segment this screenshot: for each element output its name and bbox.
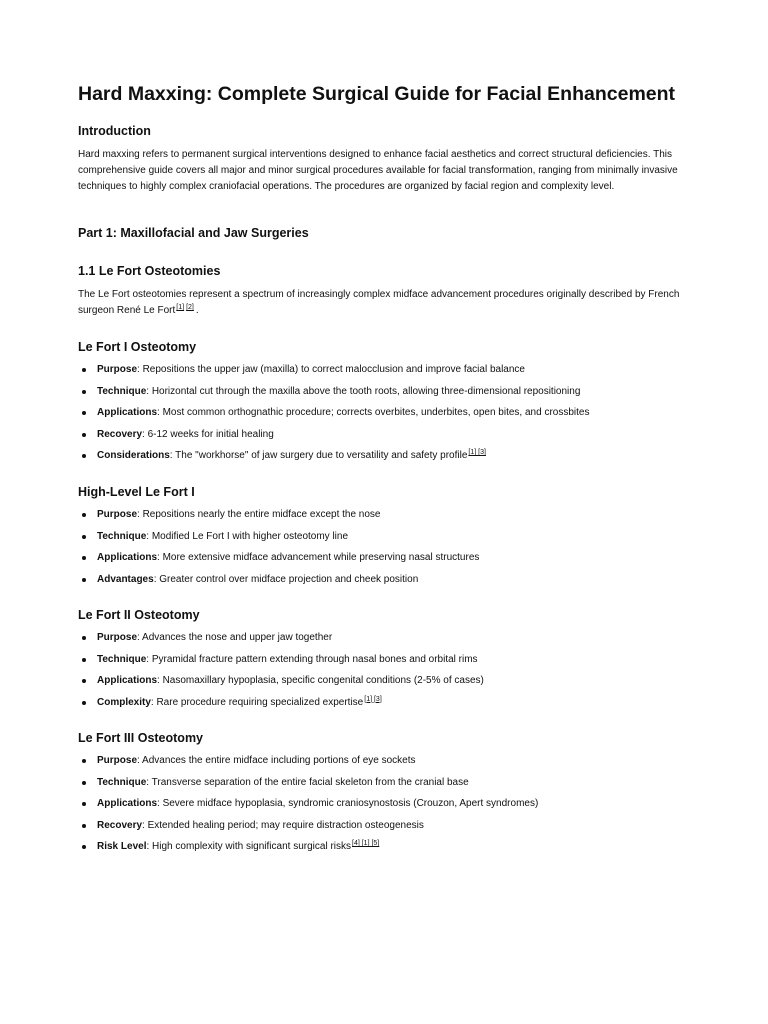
item-text: : Most common orthognathic procedure; corrects overbites, underbites, open bites, and crossbites (157, 407, 590, 418)
section-1-1-citations (176, 304, 196, 311)
lefort2-list (78, 631, 484, 717)
list-item (78, 428, 589, 450)
list-item (78, 508, 479, 530)
item-text: : High complexity with significant surgical risks (146, 841, 351, 852)
item-label: Applications (97, 552, 158, 563)
item-text: : Repositions the upper jaw (maxilla) to correct malocclusion and improve facial balance (137, 364, 525, 375)
citation-link[interactable]: [1] [3] (468, 449, 486, 456)
item-text: : Modified Le Fort I with higher osteotomy line (146, 530, 349, 542)
item-label: Purpose (97, 364, 138, 375)
item-label: Advantages (97, 573, 154, 585)
item-text: : Nasomaxillary hypoplasia, specific congenital conditions (2-5% of cases) (157, 675, 484, 686)
item-text: : Advances the nose and upper jaw together (137, 632, 333, 643)
item-label: Applications (97, 798, 158, 809)
list-item (78, 754, 538, 776)
list-item (78, 573, 479, 595)
list-item (78, 797, 538, 819)
item-text: : More extensive midface advancement while preserving nasal structures (157, 552, 480, 563)
item-label: Risk Level (97, 841, 147, 852)
part1-heading: Part 1: Maxillofacial and Jaw Surgeries (78, 226, 309, 240)
list-item (78, 385, 589, 407)
list-item (78, 530, 479, 552)
intro-heading: Introduction (78, 124, 151, 138)
item-label: Applications (97, 675, 158, 686)
section-1-1-end: . (195, 305, 199, 316)
list-item (78, 406, 589, 428)
lefort1-heading: Le Fort I Osteotomy (78, 340, 197, 354)
section-1-1-paragraph (78, 287, 688, 319)
lefort2-heading: Le Fort II Osteotomy (78, 608, 200, 622)
list-item (78, 363, 589, 385)
item-label: Technique (97, 776, 147, 788)
item-text: : Horizontal cut through the maxilla above the tooth roots, allowing three-dimensional repositioning (146, 385, 581, 397)
list-item (78, 449, 589, 471)
item-text: : The "workhorse" of jaw surgery due to versatility and safety profile (169, 450, 468, 461)
item-text: : Advances the entire midface including portions of eye sockets (137, 755, 416, 766)
item-text: : Severe midface hypoplasia, syndromic craniosynostosis (Crouzon, Apert syndromes) (157, 798, 539, 809)
item-label: Complexity (97, 696, 151, 708)
lefort1-list (78, 363, 589, 471)
item-text: : Extended healing period; may require distraction osteogenesis (142, 819, 424, 831)
section-1-1-text: The Le Fort osteotomies represent a spectrum of increasingly complex midface advancement procedures originally described by French surgeon René Le Fort (78, 289, 680, 316)
item-label: Purpose (97, 755, 138, 766)
item-label: Purpose (97, 632, 138, 643)
lefort3-heading: Le Fort III Osteotomy (78, 731, 204, 745)
intro-paragraph: Hard maxxing refers to permanent surgical interventions designed to enhance facial aesthetics and correct structural deficiencies. This comprehensive guide covers all major and minor surgical procedures available for facial transformation, ranging from minimally invasive techniques to highly complex craniofacial operations. The procedures are organized by facial region and complexity level. (78, 149, 678, 192)
lefort3-list (78, 754, 538, 862)
list-item (78, 819, 538, 841)
item-text: : Transverse separation of the entire facial skeleton from the cranial base (146, 776, 469, 788)
item-label: Technique (97, 653, 147, 665)
section-1-1-heading: 1.1 Le Fort Osteotomies (78, 264, 221, 278)
list-item (78, 696, 484, 718)
item-text: : Greater control over midface projection and cheek position (153, 573, 419, 585)
item-text: : Rare procedure requiring specialized expertise (150, 696, 364, 708)
item-text: : Pyramidal fracture pattern extending through nasal bones and orbital rims (146, 653, 478, 665)
item-label: Considerations (97, 450, 170, 461)
citation-link[interactable]: [4] [1] [5] (352, 840, 380, 847)
item-label: Purpose (97, 509, 138, 520)
item-text: : 6-12 weeks for initial healing (142, 428, 274, 440)
citation-link[interactable]: [1] (176, 304, 185, 311)
citation-link[interactable]: [2] (186, 304, 194, 311)
citation-link[interactable]: [1] [3] (364, 695, 382, 703)
list-item (78, 674, 484, 696)
item-label: Applications (97, 407, 158, 418)
list-item (78, 631, 484, 653)
highlevel-heading: High-Level Le Fort I (78, 485, 195, 499)
list-item (78, 776, 538, 798)
list-item (78, 840, 538, 862)
item-label: Technique (97, 385, 147, 397)
page-title: Hard Maxxing: Complete Surgical Guide for Facial Enhancement (78, 83, 676, 105)
item-label: Technique (97, 530, 147, 542)
item-label: Recovery (97, 428, 143, 440)
list-item (78, 653, 484, 675)
list-item (78, 551, 479, 573)
item-text: : Repositions nearly the entire midface except the nose (137, 509, 381, 520)
highlevel-list (78, 508, 479, 594)
item-label: Recovery (97, 819, 143, 831)
